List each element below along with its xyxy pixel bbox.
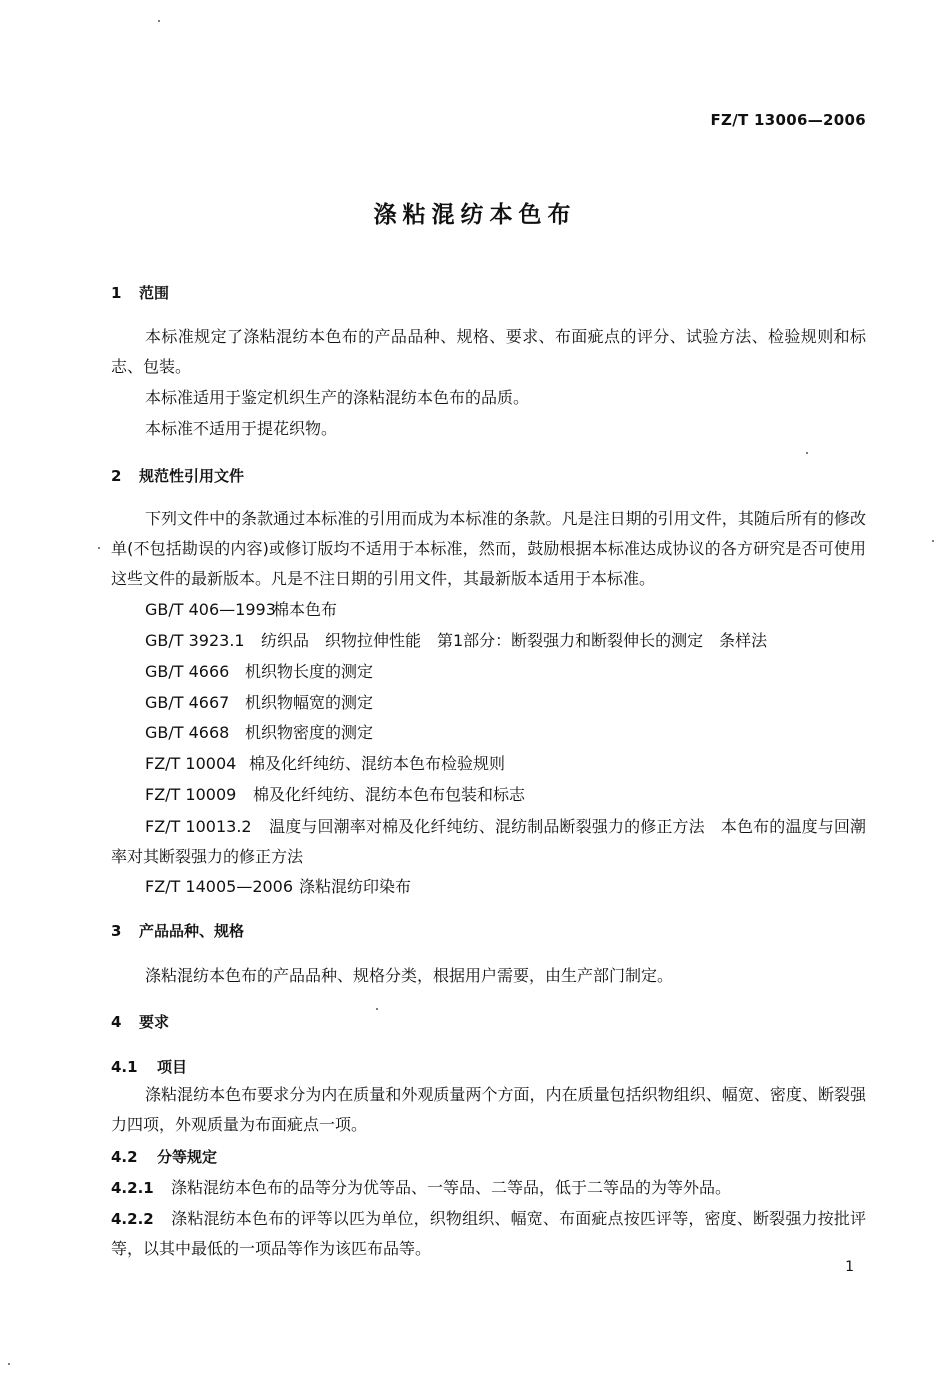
section-3-paragraph: 涤粘混纺本色布的产品品种、规格分类，根据用户需要，由生产部门制定。 bbox=[145, 966, 674, 985]
reference-code: GB/T 4668 bbox=[145, 723, 230, 742]
section-1-heading bbox=[111, 282, 169, 303]
reference-title: 机织物幅宽的测定 bbox=[245, 693, 374, 712]
reference-title: 涤粘混纺印染布 bbox=[299, 877, 412, 896]
normative-reference bbox=[145, 690, 373, 713]
clause-number: 4.2.1 bbox=[111, 1179, 154, 1197]
subsection-4-1-paragraph: 涤粘混纺本色布要求分为内在质量和外观质量两个方面，内在质量包括织物组织、幅宽、密度、断裂强力四项，外观质量为布面疵点一项。 bbox=[111, 1085, 866, 1134]
clause-4-2-1 bbox=[111, 1172, 731, 1204]
section-number: 3 bbox=[111, 922, 122, 940]
reference-code: FZ/T 10013.2 bbox=[145, 817, 252, 836]
section-2-heading bbox=[111, 465, 244, 486]
normative-reference bbox=[145, 628, 767, 651]
scan-speck bbox=[8, 1363, 10, 1365]
normative-reference bbox=[145, 659, 373, 682]
section-1-paragraph-2: 本标准适用于鉴定机织生产的涤粘混纺本色布的品质。 bbox=[145, 388, 530, 407]
normative-reference bbox=[145, 751, 505, 774]
reference-title: 棉本色布 bbox=[273, 600, 338, 619]
standard-code: FZ/T 13006—2006 bbox=[710, 111, 866, 129]
normative-reference bbox=[145, 720, 373, 743]
clause-number: 4.2.2 bbox=[111, 1210, 154, 1228]
section-title: 产品品种、规格 bbox=[139, 922, 245, 940]
section-title: 要求 bbox=[139, 1013, 170, 1031]
document-title: 涤粘混纺本色布 bbox=[373, 202, 577, 228]
reference-title: 棉及化纤纯纺、混纺本色布包装和标志 bbox=[253, 785, 526, 804]
reference-code: GB/T 4667 bbox=[145, 693, 230, 712]
scan-speck bbox=[158, 20, 160, 22]
normative-reference bbox=[111, 812, 866, 872]
reference-title: 温度与回潮率对棉及化纤纯纺、混纺制品断裂强力的修正方法 本色布的温度与回潮率对其断裂强力的修正方法 bbox=[111, 817, 866, 866]
clause-text: 涤粘混纺本色布的评等以匹为单位，织物组织、幅宽、布面疵点按匹评等，密度、断裂强力按批评等，以其中最低的一项品等作为该匹布品等。 bbox=[111, 1209, 866, 1258]
section-1-paragraph-1: 本标准规定了涤粘混纺本色布的产品品种、规格、要求、布面疵点的评分、试验方法、检验规则和标志、包装。 bbox=[111, 327, 866, 376]
scan-speck bbox=[806, 452, 808, 454]
subsection-4-2-heading bbox=[111, 1146, 217, 1167]
scan-speck bbox=[98, 547, 100, 549]
clause-text: 涤粘混纺本色布的品等分为优等品、一等品、二等品，低于二等品的为等外品。 bbox=[171, 1178, 732, 1197]
reference-title: 机织物长度的测定 bbox=[245, 662, 374, 681]
reference-code: FZ/T 10004 bbox=[145, 754, 237, 773]
section-title: 分等规定 bbox=[157, 1148, 218, 1166]
normative-reference bbox=[145, 874, 411, 897]
reference-code: GB/T 4666 bbox=[145, 662, 230, 681]
section-number: 4 bbox=[111, 1013, 122, 1031]
section-4-heading bbox=[111, 1011, 169, 1032]
section-number: 4.2 bbox=[111, 1148, 138, 1166]
normative-reference bbox=[145, 597, 337, 620]
section-title: 范围 bbox=[139, 284, 170, 302]
reference-code: GB/T 3923.1 bbox=[145, 631, 245, 650]
normative-reference bbox=[145, 782, 525, 805]
scan-speck bbox=[376, 1008, 378, 1010]
reference-title: 机织物密度的测定 bbox=[245, 723, 374, 742]
section-number: 4.1 bbox=[111, 1058, 138, 1076]
section-3-heading bbox=[111, 920, 244, 941]
section-2-intro: 下列文件中的条款通过本标准的引用而成为本标准的条款。凡是注日期的引用文件，其随后所有的修改单(不包括勘误的内容)或修订版均不适用于本标准，然而，鼓励根据本标准达成协议的各方研究是否可使用这些文件的最新版本。凡是不注日期的引用文件，其最新版本适用于本标准。 bbox=[111, 509, 866, 588]
section-number: 2 bbox=[111, 467, 122, 485]
clause-4-2-2 bbox=[111, 1204, 866, 1264]
section-title: 规范性引用文件 bbox=[139, 467, 245, 485]
section-1-paragraph-3: 本标准不适用于提花织物。 bbox=[145, 419, 338, 438]
page-number: 1 bbox=[845, 1259, 854, 1275]
subsection-4-1-heading bbox=[111, 1056, 187, 1077]
reference-code: FZ/T 10009 bbox=[145, 785, 237, 804]
reference-code: FZ/T 14005—2006 bbox=[145, 877, 294, 896]
section-number: 1 bbox=[111, 284, 122, 302]
reference-title: 棉及化纤纯纺、混纺本色布检验规则 bbox=[249, 754, 506, 773]
scan-speck bbox=[932, 540, 934, 542]
section-title: 项目 bbox=[157, 1058, 188, 1076]
reference-title: 纺织品 织物拉伸性能 第1部分：断裂强力和断裂伸长的测定 条样法 bbox=[261, 631, 768, 650]
reference-code: GB/T 406—1993 bbox=[145, 600, 276, 619]
